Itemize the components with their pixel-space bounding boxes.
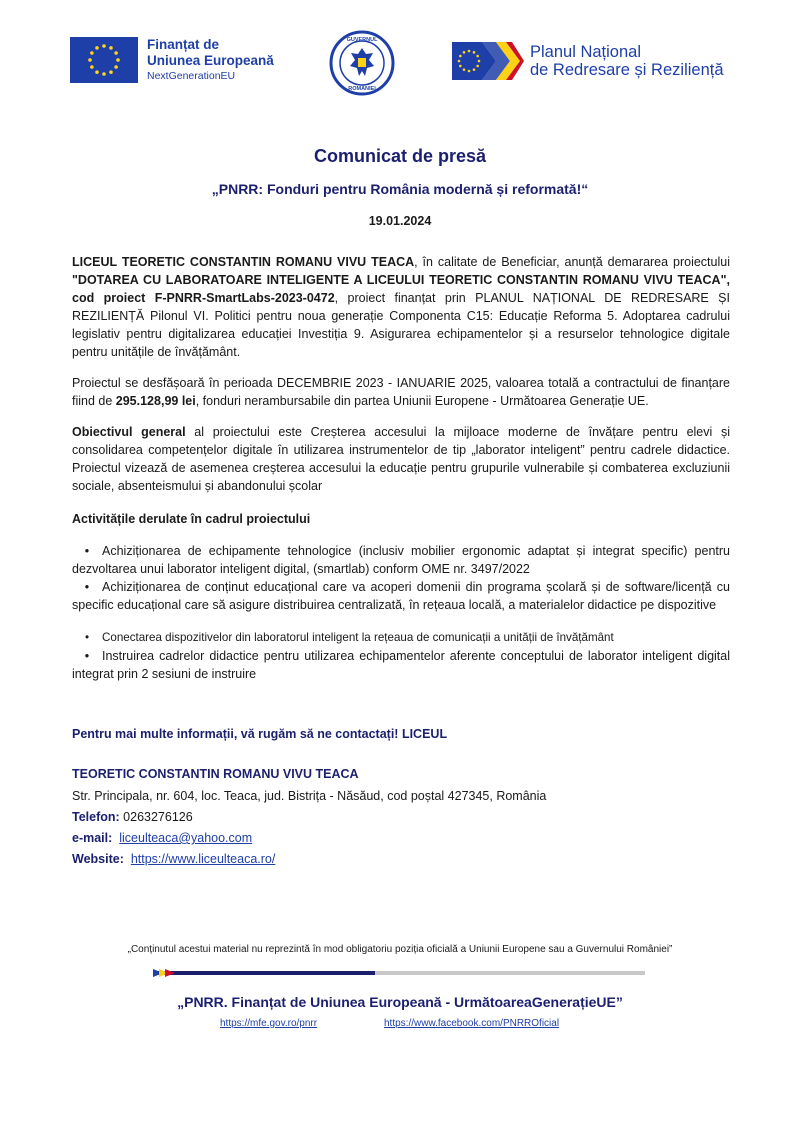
footer-link-mfe[interactable]: https://mfe.gov.ro/pnrr [220,1018,318,1029]
contact-email-row [72,831,252,845]
star-icon [90,65,94,69]
star-icon [90,51,94,55]
star-icon [463,68,466,71]
eu-funding-logo [70,37,274,83]
list-item [72,647,730,683]
beneficiary-name: LICEUL TEORETIC CONSTANTIN ROMANU VIVU TEACA [72,255,415,269]
eu-logo-line3: NextGenerationEU [147,70,236,83]
list-item [72,542,730,578]
objective-text: al proiectului este Creșterea accesului la mijloace moderne de învățare pentru elevi și consolidarea competențelor digitale în utilizarea instrumentelor de tip „laborator inteligent” pentru cadrele didactice. Proiectul vizează de asemenea creșterea accesului la educație pentru grupurile vulnerabile și combaterea excluziunii sociale, absenteismului și abandonului școlar [72,425,731,493]
star-icon [88,58,92,62]
contact-website-row [72,852,275,866]
bullet-icon: • [84,580,90,594]
star-icon [468,50,471,53]
list-item-text: Achiziționarea de echipamente tehnologice (inclusiv mobilier ergonomic adaptat și integrat specific) pentru dezvoltarea unui laborator inteligent digital, (smartlab) conform OME nr. 3497/2022 [72,544,730,576]
footer-divider-bar [153,969,645,977]
star-icon [473,51,476,54]
list-item [72,629,730,647]
star-icon [109,70,113,74]
pnrr-logo-text [530,43,724,79]
document-subtitle: „PNRR: Fonduri pentru România modernă și reformată!“ [211,181,589,197]
document-title: Comunicat de presă [313,146,487,166]
footer-link-facebook[interactable]: https://www.facebook.com/PNRROficial [384,1018,560,1029]
star-icon [109,46,113,50]
contact-lead: Pentru mai multe informații, vă rugăm să ne contactați! LICEUL [72,727,448,741]
star-icon [459,65,462,68]
list-item-text: Conectarea dispozitivelor din laboratorul inteligent la rețeaua de comunicații a unității de învățământ [102,631,614,644]
star-icon [473,68,476,71]
svg-text:ROMÂNIEI: ROMÂNIEI [348,86,376,92]
star-icon [116,58,120,62]
star-icon [458,60,461,63]
website-link[interactable]: https://www.liceulteaca.ro/ [130,852,276,866]
eu-logo-line2: Uniunea Europeană [147,52,274,68]
bullet-icon: • [84,631,90,644]
intro-paragraph [72,253,730,361]
pnrr-logo-line2: de Redresare și Reziliență [530,61,724,79]
eu-flag-icon [70,37,138,83]
eu-logo-text [147,37,274,82]
list-item [72,578,730,614]
star-icon [478,60,481,63]
svg-text:GUVERNUL: GUVERNUL [346,37,378,43]
intro-text-2: , proiect finanțat prin PLANUL NAȚIONAL DE REDRESARE ȘI REZILIENȚĂ Pilonul VI. Politici pentru noua generație Componenta C15: Educație Reforma 5. Adoptarea cadrului legislativ pentru digitalizarea educației Investiția 9. Asigurarea echipamentelor și a resurselor tehnologice digitale pentru unitățile de învățământ. [72,291,730,359]
star-icon [102,44,106,48]
footer-disclaimer: „Conținutul acestui material nu reprezintă în mod obligatoriu poziția oficială a Uniunii Europene sau a Guvernului României” [127,944,673,955]
objective-label: Obiectivul general [72,425,186,439]
pnrr-logo-line1: Planul Național [530,42,641,61]
website-label: Website: [72,852,124,866]
star-icon [95,46,99,50]
funding-text-2: , fonduri nerambursabile din partea Uniunii Europene - Următoarea Generație UE. [195,394,649,408]
document-date: 19.01.2024 [368,214,432,228]
objective-paragraph [72,423,730,495]
star-icon [95,70,99,74]
funding-amount: 295.128,99 lei [115,394,196,408]
star-icon [114,65,118,69]
email-label: e-mail: [72,831,113,845]
pnrr-logo [452,40,724,82]
intro-text-1: , în calitate de Beneficiar, anunță demararea proiectului [414,255,730,269]
project-name: "DOTAREA CU LABORATOARE INTELIGENTE A LICEULUI TEORETIC CONSTANTIN ROMANU VIVU TEACA", cod proiect F-PNRR-SmartLabs-2023-0472 [72,273,730,305]
phone-label: Telefon: [72,810,120,824]
funding-paragraph [72,374,730,410]
star-icon [468,70,471,73]
email-link[interactable]: liceulteaca@yahoo.com [119,831,253,845]
bullet-icon: • [84,544,90,558]
list-item-text: Achiziționarea de conținut educațional care va acoperi domenii din programa școlară și de software/licență cu specific educațional care să asigure distribuirea centralizată, în rețeaua locală, a materialelor didactice pe dispozitive [72,580,730,612]
star-icon [459,55,462,58]
star-icon [102,72,106,76]
star-icon [463,51,466,54]
contact-institution: TEORETIC CONSTANTIN ROMANU VIVU TEACA [72,767,359,781]
contact-address: Str. Principala, nr. 604, loc. Teaca, jud. Bistrița - Năsăud, cod poștal 427345, România [72,789,547,803]
pnrr-arrows-icon [452,40,524,82]
government-seal-icon [329,30,395,96]
star-icon [476,65,479,68]
activities-heading: Activitățile derulate în cadrul proiectului [72,512,311,526]
list-item-text: Instruirea cadrelor didactice pentru utilizarea echipamentelor aferente conceptului de laborator inteligent digital integrat prin 2 sesiuni de instruire [72,649,730,681]
star-icon [114,51,118,55]
footer-title: „PNRR. Finanțat de Uniunea Europeană - UrmătoareaGenerațieUE” [177,994,623,1010]
star-icon [476,55,479,58]
funding-text-1: Proiectul se desfășoară în perioada DECEMBRIE 2023 - IANUARIE 2025, valoarea totală a contractului de finanțare fiind de [72,376,730,408]
contact-phone-row [72,810,193,824]
eu-logo-line1: Finanțat de [147,37,220,53]
bullet-icon: • [84,649,90,663]
phone-number: 0263276126 [123,810,193,824]
header-logos [0,30,800,100]
